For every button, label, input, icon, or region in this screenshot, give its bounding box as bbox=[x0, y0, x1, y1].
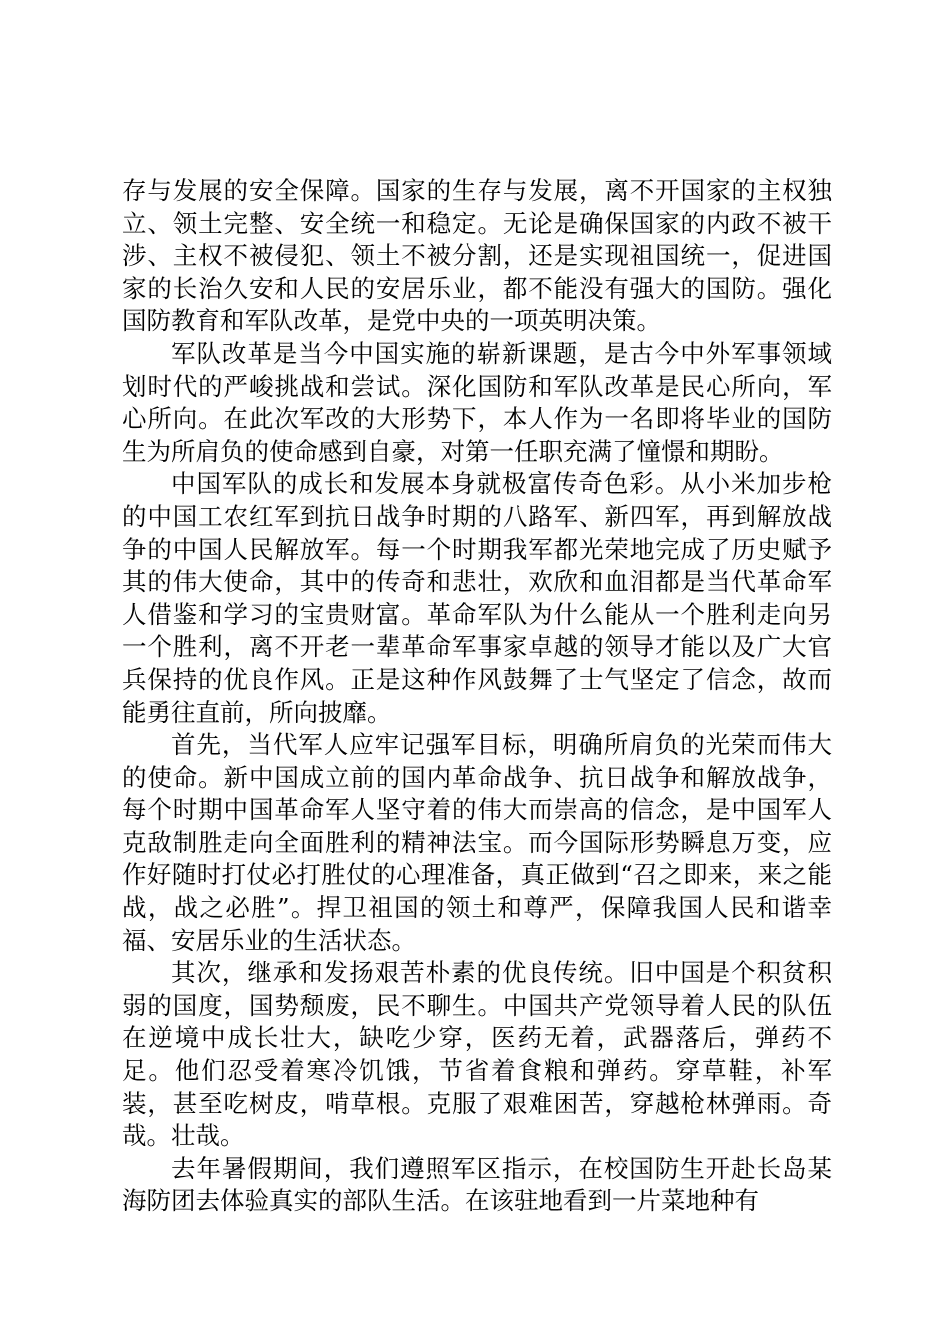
paragraph: 中国军队的成长和发展本身就极富传奇色彩。从小米加步枪的中国工农红军到抗日战争时期的八路军、新四军，再到解放战争的中国人民解放军。每一个时期我军都光荣地完成了历史赋予其的伟大使命，其中的传奇和悲壮，欢欣和血泪都是当代革命军人借鉴和学习的宝贵财富。革命军队为什么能从一个胜利走向另一个胜利，离不开老一辈革命军事家卓越的领导才能以及广大官兵保持的优良作风。正是这种作风鼓舞了士气坚定了信念，故而能勇往直前，所向披靡。 bbox=[122, 469, 832, 727]
paragraph: 首先，当代军人应牢记强军目标，明确所肩负的光荣而伟大的使命。新中国成立前的国内革命战争、抗日战争和解放战争，每个时期中国革命军人坚守着的伟大而崇高的信念，是中国军人克敌制胜走向全面胜利的精神法宝。而今国际形势瞬息万变，应作好随时打仗必打胜仗的心理准备，真正做到“召之即来，来之能战，战之必胜”。捍卫祖国的领土和尊严，保障我国人民和谐幸福、安居乐业的生活状态。 bbox=[122, 730, 832, 955]
paragraph: 军队改革是当今中国实施的崭新课题，是古今中外军事领域划时代的严峻挑战和尝试。深化国防和军队改革是民心所向，军心所向。在此次军改的大形势下，本人作为一名即将毕业的国防生为所肩负的使命感到自豪，对第一任职充满了憧憬和期盼。 bbox=[122, 338, 832, 466]
paragraph: 存与发展的安全保障。国家的生存与发展，离不开国家的主权独立、领土完整、安全统一和稳定。无论是确保国家的内政不被干涉、主权不被侵犯、领土不被分割，还是实现祖国统一，促进国家的长治久安和人民的安居乐业，都不能没有强大的国防。强化国防教育和军队改革，是党中央的一项英明决策。 bbox=[122, 176, 832, 336]
paragraph: 去年暑假期间，我们遵照军区指示，在校国防生开赴长岛某海防团去体验真实的部队生活。在该驻地看到一片菜地种有 bbox=[122, 1153, 832, 1216]
paragraph: 其次，继承和发扬艰苦朴素的优良传统。旧中国是个积贫积弱的国度，国势颓废，民不聊生。中国共产党领导着人民的队伍在逆境中成长壮大，缺吃少穿，医药无着，武器落后，弹药不足。他们忍受着寒冷饥饿，节省着食粮和弹药。穿草鞋，补军装，甚至吃树皮，啃草根。克服了艰难困苦，穿越枪林弹雨。奇哉。壮哉。 bbox=[122, 958, 832, 1151]
document-body bbox=[122, 175, 832, 1218]
